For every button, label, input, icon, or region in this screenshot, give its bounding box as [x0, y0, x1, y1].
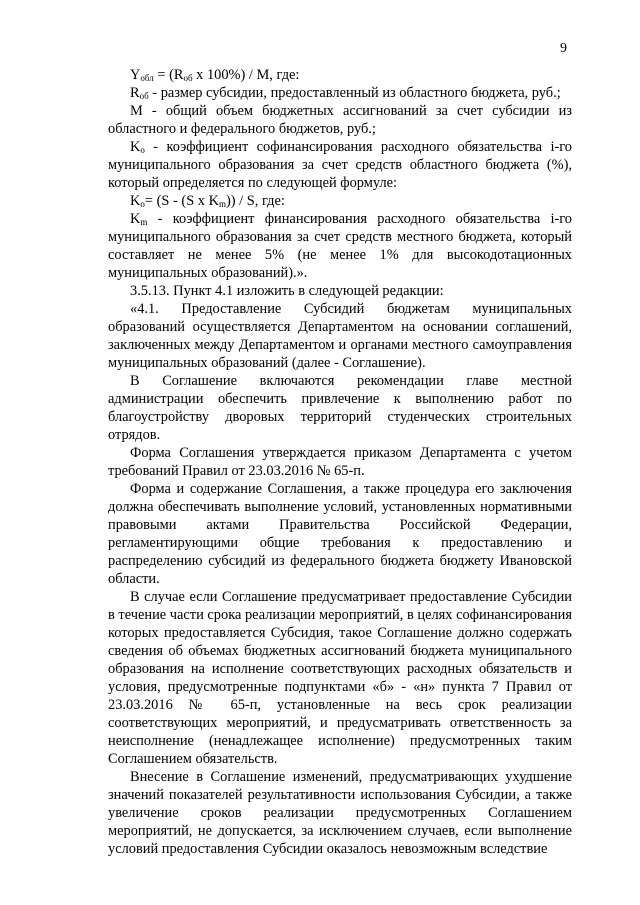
formula-ko-paragraph: $K_о= (S - (S$ x $K_m$)) / S, где:	[130, 193, 285, 209]
document-body	[108, 66, 572, 858]
partial-period-paragraph: В случае если Соглашение предусматривает предоставление Субсидии в течение части срока реализации мероприятий, в целях софинансирования которых предоставляется Субсидия, такое Соглашение должно содержать сведения об объемах бюджетных ассигнований бюджета муниципального образования на исполнение соответствующих расходных обязательств и условия, предусмотренные подпунктами «б» - «н» пункта 7 Правил от 23.03.2016 № 65-п, установленные на весь срок реализации соответствующих мероприятий, и предусматривать ответственность за неисполнение (ненадлежащее исполнение) предусмотренных таким Соглашением обязательств.	[108, 589, 572, 767]
definition-r-paragraph: $R_{об}$ - размер субсидии, предоставленный из областного бюджета, руб.;	[130, 85, 561, 101]
page-number: 9	[560, 41, 567, 56]
agreement-form-paragraph: Форма Соглашения утверждается приказом Департамента с учетом требований Правил от 23.03.2016 № 65-п.	[108, 445, 572, 479]
definition-m-paragraph: M - общий объем бюджетных ассигнований за счет субсидии из областного и федерального бюджетов, руб.;	[108, 103, 572, 137]
formula-y-paragraph: $Y_{обл} = (R_{об}$ x 100%) / M, где:	[130, 67, 300, 83]
agreement-content-paragraph: Форма и содержание Соглашения, а также процедура его заключения должна обеспечивать выполнение условий, установленных нормативными правовыми актами Правительства Российской Федерации, регламентирующими общие требования к предоставлению и распределению субсидий из федерального бюджета бюджету Ивановской области.	[108, 481, 572, 587]
definition-km-paragraph: $K_m$ - коэффициент финансирования расходного обязательства i-го муниципального образования за счет средств местного бюджета, который составляет не менее 5% (не менее 1% для высокодотационных муниципальных образований).».	[108, 211, 572, 281]
clause-4-1-paragraph: «4.1. Предоставление Субсидий бюджетам муниципальных образований осуществляется Департаментом на основании соглашений, заключенных между Департаментом и органами местного самоуправления муниципальных образований (далее - Соглашение).	[108, 301, 572, 371]
recommendations-paragraph: В Соглашение включаются рекомендации главе местной администрации обеспечить привлечение к выполнению работ по благоустройству дворовых территорий студенческих строительных отрядов.	[108, 373, 572, 443]
clause-3-5-13-paragraph: 3.5.13. Пункт 4.1 изложить в следующей редакции:	[130, 283, 444, 299]
definition-ko-paragraph: $K_о$ - коэффициент софинансирования расходного обязательства i-го муниципального образования за счет средств областного бюджета (%), который определяется по следующей формуле:	[108, 139, 572, 191]
amendments-paragraph: Внесение в Соглашение изменений, предусматривающих ухудшение значений показателей результативности использования Субсидии, а также увеличение сроков реализации предусмотренных Соглашением мероприятий, не допускается, за исключением случаев, если выполнение условий предоставления Субсидии оказалось невозможным вследствие	[108, 769, 572, 857]
